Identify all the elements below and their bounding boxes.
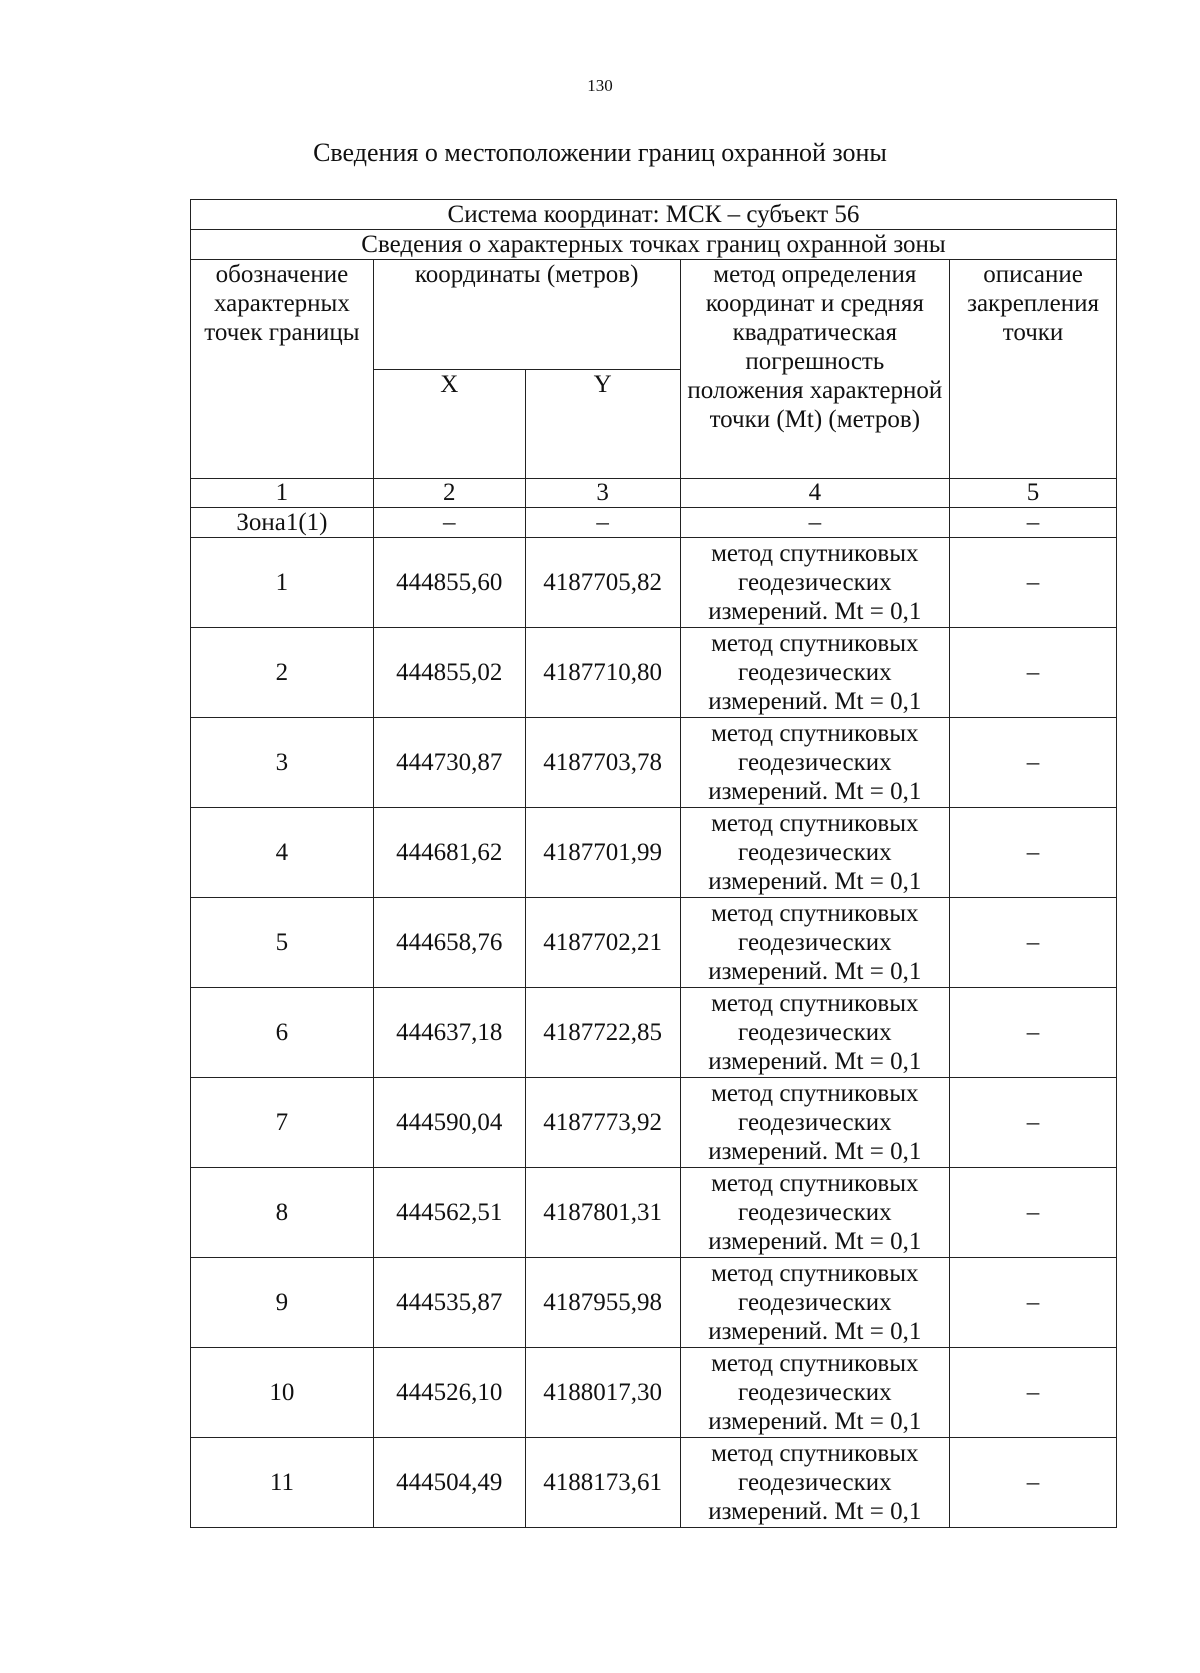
point-number-cell: 2 xyxy=(191,628,374,718)
description-cell: – xyxy=(950,628,1117,718)
point-number-cell: 5 xyxy=(191,898,374,988)
zone-method: – xyxy=(680,508,950,538)
point-number-cell: 6 xyxy=(191,988,374,1078)
y-coordinate-cell: 4187702,21 xyxy=(525,898,680,988)
point-number-cell: 1 xyxy=(191,538,374,628)
page-number: 130 xyxy=(587,76,613,95)
zone-name: Зона1(1) xyxy=(191,508,374,538)
table-row xyxy=(191,1168,1117,1258)
column-number: 4 xyxy=(680,479,950,508)
description-cell: – xyxy=(950,1348,1117,1438)
y-coordinate-cell: 4188173,61 xyxy=(525,1438,680,1528)
method-cell: метод спутниковых геодезических измерений. Mt = 0,1 xyxy=(680,808,950,898)
x-coordinate-cell: 444855,60 xyxy=(373,538,525,628)
table-row xyxy=(191,988,1117,1078)
zone-x: – xyxy=(373,508,525,538)
method-cell: метод спутниковых геодезических измерений. Mt = 0,1 xyxy=(680,988,950,1078)
zone-y: – xyxy=(525,508,680,538)
zone-row xyxy=(191,508,1117,538)
method-cell: метод спутниковых геодезических измерений. Mt = 0,1 xyxy=(680,628,950,718)
y-coordinate-cell: 4187773,92 xyxy=(525,1078,680,1168)
boundary-points-table xyxy=(190,199,1117,1528)
header-x: X xyxy=(373,369,525,479)
y-coordinate-cell: 4187955,98 xyxy=(525,1258,680,1348)
column-number: 5 xyxy=(950,479,1117,508)
method-cell: метод спутниковых геодезических измерений. Mt = 0,1 xyxy=(680,1348,950,1438)
y-coordinate-cell: 4187701,99 xyxy=(525,808,680,898)
x-coordinate-cell: 444535,87 xyxy=(373,1258,525,1348)
table-subtitle: Сведения о характерных точках границ охранной зоны xyxy=(191,230,1117,260)
method-cell: метод спутниковых геодезических измерений. Mt = 0,1 xyxy=(680,538,950,628)
description-cell: – xyxy=(950,718,1117,808)
point-number-cell: 4 xyxy=(191,808,374,898)
description-cell: – xyxy=(950,1258,1117,1348)
point-number-cell: 11 xyxy=(191,1438,374,1528)
y-coordinate-cell: 4187801,31 xyxy=(525,1168,680,1258)
point-number-cell: 8 xyxy=(191,1168,374,1258)
table-row xyxy=(191,1438,1117,1528)
x-coordinate-cell: 444590,04 xyxy=(373,1078,525,1168)
header-point-designation: обозначение характерных точек границы xyxy=(191,260,374,479)
description-cell: – xyxy=(950,898,1117,988)
column-numbers-row xyxy=(191,479,1117,508)
method-cell: метод спутниковых геодезических измерений. Mt = 0,1 xyxy=(680,898,950,988)
method-cell: метод спутниковых геодезических измерений. Mt = 0,1 xyxy=(680,1078,950,1168)
method-cell: метод спутниковых геодезических измерений. Mt = 0,1 xyxy=(680,718,950,808)
description-cell: – xyxy=(950,808,1117,898)
table-row xyxy=(191,1258,1117,1348)
description-cell: – xyxy=(950,1438,1117,1528)
column-number: 2 xyxy=(373,479,525,508)
zone-description: – xyxy=(950,508,1117,538)
x-coordinate-cell: 444658,76 xyxy=(373,898,525,988)
header-description: описание закрепления точки xyxy=(950,260,1117,479)
x-coordinate-cell: 444504,49 xyxy=(373,1438,525,1528)
header-coordinates: координаты (метров) xyxy=(373,260,680,370)
table-row xyxy=(191,628,1117,718)
column-number: 1 xyxy=(191,479,374,508)
table-row xyxy=(191,1078,1117,1168)
y-coordinate-cell: 4187703,78 xyxy=(525,718,680,808)
method-cell: метод спутниковых геодезических измерений. Mt = 0,1 xyxy=(680,1258,950,1348)
document-title: Сведения о местоположении границ охранной зоны xyxy=(313,138,887,167)
x-coordinate-cell: 444681,62 xyxy=(373,808,525,898)
method-cell: метод спутниковых геодезических измерений. Mt = 0,1 xyxy=(680,1438,950,1528)
coordinate-system-header: Система координат: МСК – субъект 56 xyxy=(191,200,1117,230)
table-row xyxy=(191,1348,1117,1438)
description-cell: – xyxy=(950,538,1117,628)
point-number-cell: 7 xyxy=(191,1078,374,1168)
method-cell: метод спутниковых геодезических измерений. Mt = 0,1 xyxy=(680,1168,950,1258)
table-row xyxy=(191,718,1117,808)
y-coordinate-cell: 4188017,30 xyxy=(525,1348,680,1438)
header-y: Y xyxy=(525,369,680,479)
table-row xyxy=(191,538,1117,628)
point-number-cell: 9 xyxy=(191,1258,374,1348)
header-method: метод определения координат и средняя квадратическая погрешность положения характерной точки (Mt) (метров) xyxy=(680,260,950,479)
x-coordinate-cell: 444730,87 xyxy=(373,718,525,808)
description-cell: – xyxy=(950,1078,1117,1168)
description-cell: – xyxy=(950,988,1117,1078)
x-coordinate-cell: 444855,02 xyxy=(373,628,525,718)
y-coordinate-cell: 4187722,85 xyxy=(525,988,680,1078)
table-row xyxy=(191,898,1117,988)
point-number-cell: 3 xyxy=(191,718,374,808)
x-coordinate-cell: 444562,51 xyxy=(373,1168,525,1258)
column-number: 3 xyxy=(525,479,680,508)
x-coordinate-cell: 444526,10 xyxy=(373,1348,525,1438)
y-coordinate-cell: 4187710,80 xyxy=(525,628,680,718)
table-row xyxy=(191,808,1117,898)
y-coordinate-cell: 4187705,82 xyxy=(525,538,680,628)
x-coordinate-cell: 444637,18 xyxy=(373,988,525,1078)
description-cell: – xyxy=(950,1168,1117,1258)
point-number-cell: 10 xyxy=(191,1348,374,1438)
